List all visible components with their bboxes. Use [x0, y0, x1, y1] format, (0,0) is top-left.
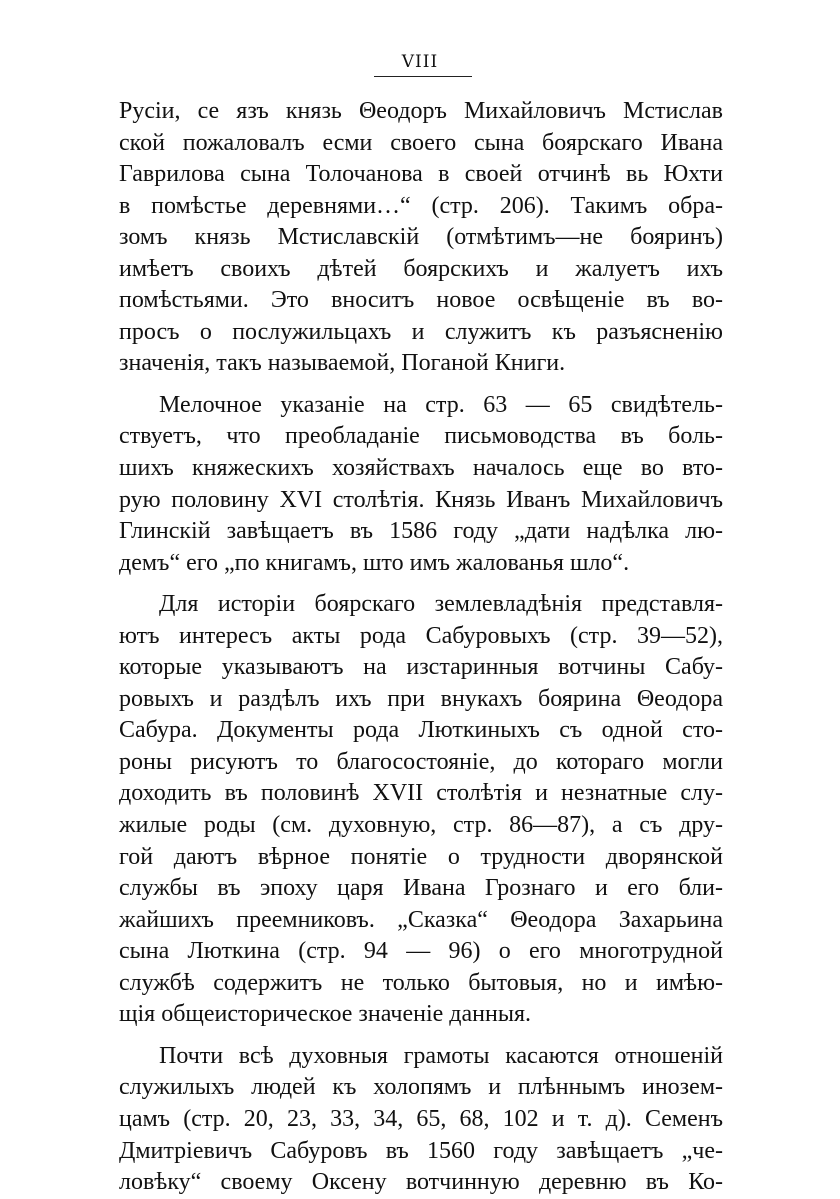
text-line: Русiи, се язъ князь Θеодоръ Михайловичъ Мстислав — [119, 98, 723, 124]
text-line: службы въ эпоху царя Ивана Грознаго и его бли- — [119, 875, 723, 902]
text-line: службѣ содержитъ не только бытовыя, но и имѣю- — [119, 969, 723, 996]
text-line: Для исторiи боярскаго землевладѣнiя представля- — [159, 591, 723, 618]
header-rule — [374, 76, 472, 77]
text-line: сына Люткина (стр. 94 — 96) о его многотрудной — [119, 938, 723, 965]
text-line: рую половину XVI столѣтiя. Князь Иванъ Михайловичъ — [119, 486, 723, 513]
text-line: Сабура. Документы рода Люткиныхъ съ одной сто- — [119, 717, 723, 744]
paragraph — [119, 1041, 723, 1199]
text-line: ствуетъ, что преобладанiе письмоводства въ боль- — [119, 423, 723, 450]
text-line: демъ“ его „по книгамъ, што имъ жалованья шло“. — [119, 549, 630, 576]
text-line: шихъ княжескихъ хозяйствахъ началось еще во вто- — [119, 455, 723, 482]
text-line: ской пожаловалъ есми своего сына боярскаго Ивана — [119, 129, 723, 156]
text-line: жилые роды (см. духовную, стр. 86—87), а съ дру- — [119, 812, 723, 839]
text-line: помѣстьями. Это вноситъ новое освѣщенiе въ во- — [119, 287, 723, 314]
text-line: Глинскiй завѣщаетъ въ 1586 году „дати надѣлка лю- — [119, 518, 723, 545]
text-line: имѣетъ своихъ дѣтей боярскихъ и жалуетъ ихъ — [119, 255, 723, 282]
text-line: зомъ князь Мстиславскiй (отмѣтимъ—не бояринъ) — [119, 224, 723, 251]
text-line: Мелочное указанiе на стр. 63 — 65 свидѣтель- — [159, 391, 723, 418]
text-line: ловѣку“ своему Оксену вотчинную деревню въ Ко- — [119, 1169, 723, 1196]
text-line: Почти всѣ духовныя грамоты касаются отношенiй — [159, 1042, 723, 1069]
text-line: цамъ (стр. 20, 23, 33, 34, 65, 68, 102 и т. д). Семенъ — [119, 1105, 723, 1132]
text-line: Гаврилова сына Толочанова в своей отчинѣ вь Юхти — [119, 161, 723, 188]
text-line: которые указываютъ на изстаринныя вотчины Сабу- — [119, 654, 723, 681]
text-line: просъ о послужильцахъ и служитъ къ разъясненiю — [119, 318, 723, 345]
page-number: VIII — [401, 52, 439, 72]
text-line: в помѣстье деревнями…“ (стр. 206). Такимъ обра- — [119, 192, 723, 219]
text-line: служилыхъ людей къ холопямъ и плѣннымъ инозем- — [119, 1074, 723, 1101]
text-line: доходить въ половинѣ XVII столѣтiя и незнатные слу- — [119, 780, 723, 807]
paragraph — [119, 390, 723, 579]
body-text — [119, 96, 723, 1199]
text-line: жайшихъ преемниковъ. „Сказка“ Θеодора Захарьина — [119, 906, 723, 933]
page-header — [0, 52, 840, 72]
text-line: гой даютъ вѣрное понятiе о трудности дворянской — [119, 843, 723, 870]
paragraph — [119, 96, 723, 380]
text-line: значенiя, такъ называемой, Поганой Книги. — [119, 350, 566, 377]
text-line: роны рисуютъ то благосостоянiе, до котораго могли — [119, 748, 723, 775]
text-line: ровыхъ и раздѣлъ ихъ при внукахъ боярина Θеодора — [119, 685, 723, 712]
paragraph — [119, 589, 723, 1031]
text-line: щiя общеисторическое значенiе данныя. — [119, 1001, 532, 1028]
text-line: Дмитрiевичъ Сабуровъ въ 1560 году завѣщаетъ „че- — [119, 1137, 723, 1164]
text-line: ютъ интересъ акты рода Сабуровыхъ (стр. 39—52), — [119, 622, 723, 649]
